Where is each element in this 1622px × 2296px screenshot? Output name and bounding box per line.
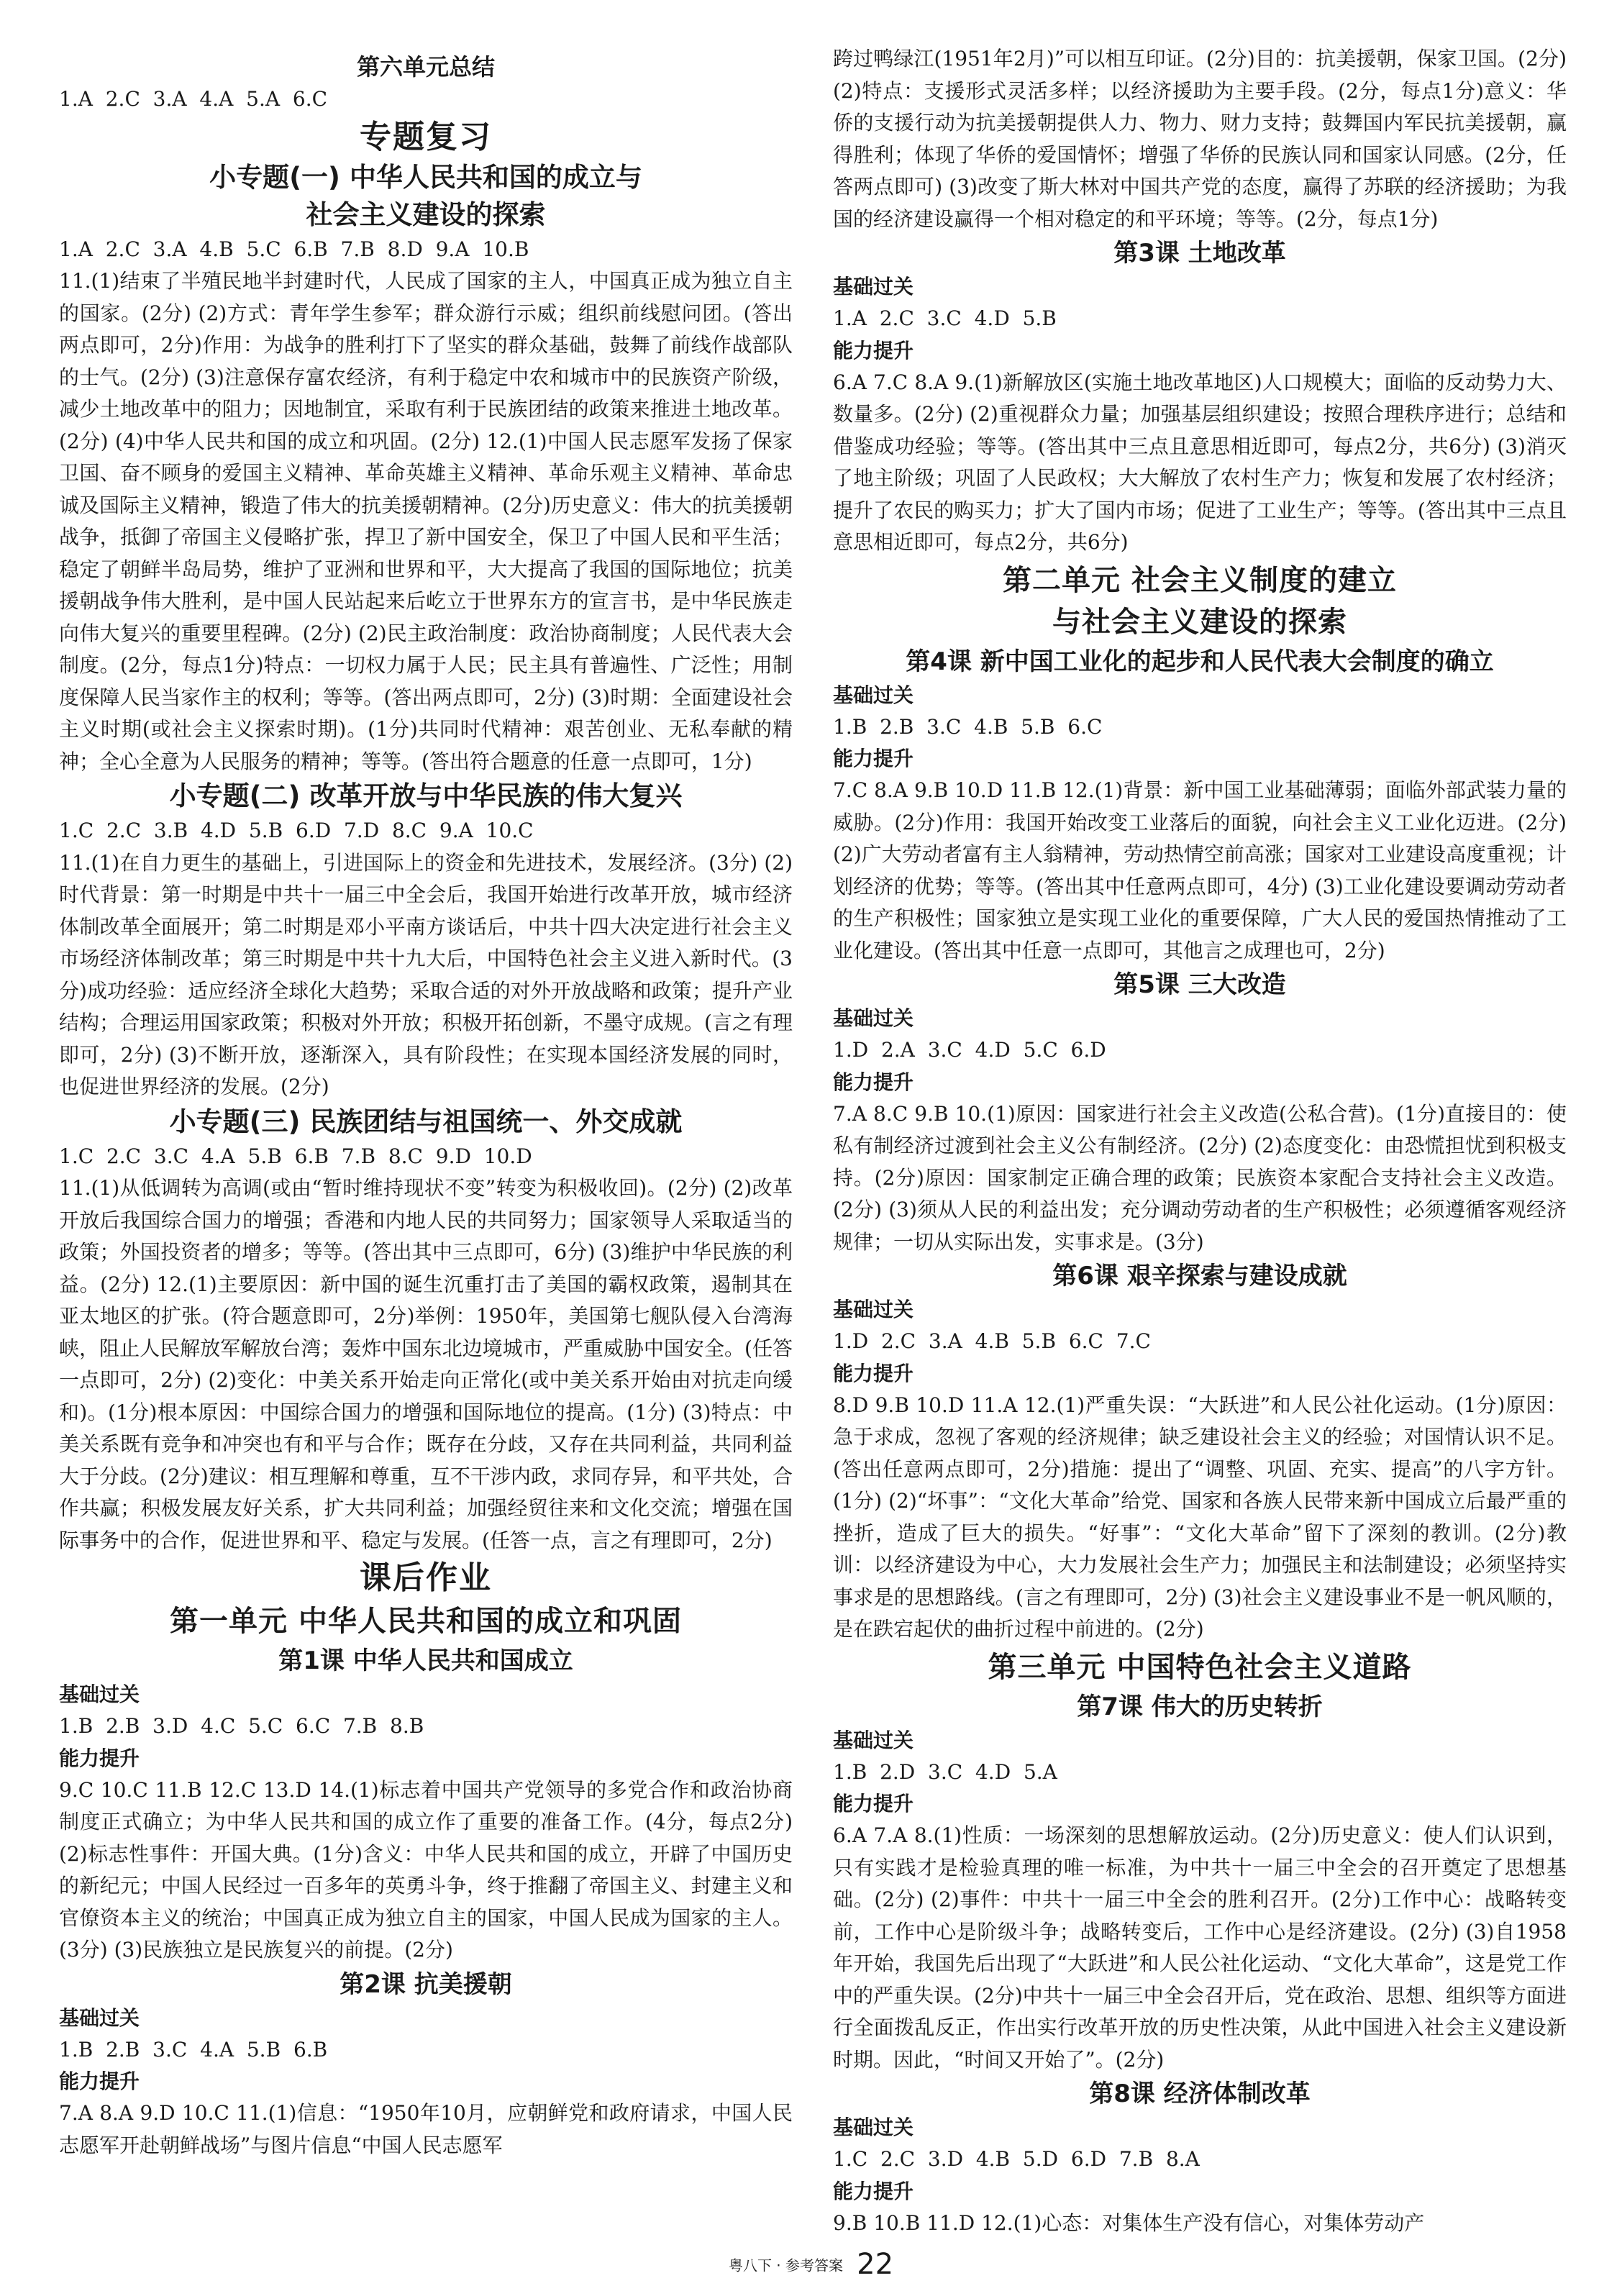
unit-heading: 第三单元 中国特色社会主义道路 bbox=[988, 1650, 1412, 1684]
topic-heading: 社会主义建设的探索 bbox=[306, 199, 546, 230]
answer-line: 1.D 2.C 3.A 4.B 5.B 6.C 7.C bbox=[833, 1329, 1151, 1353]
unit-heading: 第一单元 中华人民共和国的成立和巩固 bbox=[170, 1605, 682, 1638]
answer-paragraph: 6.A 7.A 8.(1)性质：一场深刻的思想解放运动。(2分)历史意义：使人们认识到，只有实践才是检验真理的唯一标准，为中共十一届三中全会的召开奠定了思想基础。(2分) (2)事件：中共十一届三中全会的胜利召开。(2分)工作中心：战略转变前，工作中心是阶级斗争；战略转变后，工作中心是经济建设。(2分) (3)自1958年开始，我国先后出现了“大跃进”和人民公社化运动、“文化大革命”，这是党工作中的严重失误。(2分)中共十一届三中全会召开后，党在政治、思想、组织等方面进行全面拨乱反正，作出实行改革开放的历史性决策，从此中国进入社会主义建设新时期。因此，“时间又开始了”。(2分) bbox=[833, 1823, 1567, 2072]
answer-paragraph: 6.A 7.C 8.A 9.(1)新解放区(实施土地改革地区)人口规模大；面临的反动势力大、数量多。(2分) (2)重视群众力量；加强基层组织建设；按照合理秩序进行；总结和借鉴成功经验；等等。(答出其中三点且意思相近即可，每点2分，共6分) (3)消灭了地主阶级；巩固了人民政权；大大解放了农村生产力；恢复和发展了农村经济；提升了农民的购买力；扩大了国内市场；促进了工业生产；等等。(答出其中三点且意思相近即可，每点2分，共6分) bbox=[833, 370, 1567, 554]
right-column bbox=[833, 43, 1567, 2239]
answer-line: 1.D 2.A 3.C 4.D 5.C 6.D bbox=[833, 1038, 1106, 1062]
subsection-label: 能力提升 bbox=[833, 2179, 914, 2203]
answer-line: 1.B 2.B 3.D 4.C 5.C 6.C 7.B 8.B bbox=[59, 1714, 424, 1738]
topic-heading: 小专题(三) 民族团结与祖国统一、外交成就 bbox=[169, 1106, 683, 1137]
answer-paragraph: 7.A 8.C 9.B 10.(1)原因：国家进行社会主义改造(公私合营)。(1分)直接目的：使私有制经济过渡到社会主义公有制经济。(2分) (2)态度变化：由恐慌担忧到积极支持。(2分)原因：国家制定正确合理的政策；民族资本家配合支持社会主义改造。(2分) (3)须从人民的利益出发；充分调动劳动者的生产积极性；必须遵循客观经济规律；一切从实际出发，实事求是。(3分) bbox=[833, 1101, 1567, 1254]
unit-summary-heading: 第六单元总结 bbox=[356, 53, 495, 81]
answer-line: 1.A 2.C 3.A 4.B 5.C 6.B 7.B 8.D 9.A 10.B bbox=[59, 237, 529, 261]
lesson-heading: 第8课 经济体制改革 bbox=[1089, 2079, 1311, 2108]
lesson-heading: 第6课 艰辛探索与建设成就 bbox=[1052, 1262, 1347, 1290]
subsection-label: 能力提升 bbox=[59, 2069, 140, 2093]
lesson-heading: 第1课 中华人民共和国成立 bbox=[278, 1646, 573, 1675]
unit-heading: 与社会主义建设的探索 bbox=[1052, 605, 1347, 639]
unit-heading: 第二单元 社会主义制度的建立 bbox=[1003, 563, 1397, 597]
answer-line: 1.B 2.D 3.C 4.D 5.A bbox=[833, 1759, 1057, 1784]
lesson-heading: 第5课 三大改造 bbox=[1113, 970, 1286, 999]
subsection-label: 基础过关 bbox=[833, 275, 914, 299]
answer-line: 1.C 2.C 3.B 4.D 5.B 6.D 7.D 8.C 9.A 10.C bbox=[59, 819, 534, 842]
answer-paragraph: 9.C 10.C 11.B 12.C 13.D 14.(1)标志着中国共产党领导的多党合作和政治协商制度正式确立；为中华人民共和国的成立作了重要的准备工作。(4分，每点2分) (2)标志性事件：开国大典。(1分)含义：中华人民共和国的成立，开辟了中国历史的新纪元；中国人民经过一百多年的英勇斗争，终于推翻了帝国主义、封建主义和官僚资本主义的统治；中国真正成为独立自主的国家，中国人民成为国家的主人。(3分) (3)民族独立是民族复兴的前提。(2分) bbox=[59, 1777, 793, 1962]
answer-paragraph: 9.B 10.B 11.D 12.(1)心态：对集体生产没有信心，对集体劳动产 bbox=[833, 2210, 1425, 2235]
lesson-heading: 第7课 伟大的历史转折 bbox=[1077, 1692, 1323, 1721]
subsection-label: 基础过关 bbox=[833, 1006, 914, 1030]
section-heading: 专题复习 bbox=[360, 118, 492, 155]
section-heading: 课后作业 bbox=[360, 1559, 492, 1596]
answer-line: 1.B 2.B 3.C 4.B 5.B 6.C bbox=[833, 714, 1103, 739]
lesson-heading: 第3课 土地改革 bbox=[1113, 239, 1286, 268]
topic-heading: 小专题(一) 中华人民共和国的成立与 bbox=[209, 161, 642, 193]
subsection-label: 基础过关 bbox=[833, 1728, 914, 1752]
lesson-heading: 第4课 新中国工业化的起步和人民代表大会制度的确立 bbox=[906, 647, 1494, 676]
answer-line: 1.C 2.C 3.D 4.B 5.D 6.D 7.B 8.A bbox=[833, 2147, 1200, 2171]
answer-paragraph: 11.(1)结束了半殖民地半封建时代，人民成了国家的主人，中国真正成为独立自主的国家。(2分) (2)方式：青年学生参军；群众游行示威；组织前线慰问团。(答出两点即可，2分)作用：为战争的胜利打下了坚实的群众基础，鼓舞了前线作战部队的士气。(2分) (3)注意保存富农经济，有利于稳定中农和城市中的民族资产阶级，减少土地改革中的阻力；因地制宜，采取有利于民族团结的政策来推进土地改革。(2分) (4)中华人民共和国的成立和巩固。(2分) 12.(1)中国人民志愿军发扬了保家卫国、奋不顾身的爱国主义精神、革命英雄主义精神、革命乐观主义精神、革命忠诚及国际主义精神，锻造了伟大的抗美援朝精神。(2分)历史意义：伟大的抗美援朝战争，抵御了帝国主义侵略扩张，捍卫了新中国安全，保卫了中国人民和平生活；稳定了朝鲜半岛局势，维护了亚洲和世界和平，大大提高了我国的国际地位；抗美援朝战争伟大胜利，是中国人民站起来后屹立于世界东方的宣言书，是中华民族走向伟大复兴的重要里程碑。(2分) (2)民主政治制度：政治协商制度；人民代表大会制度。(2分，每点1分)特点：一切权力属于人民；民主具有普遍性、广泛性；用制度保障人民当家作主的权利；等等。(答出两点即可，2分) (3)时期：全面建设社会主义时期(或社会主义探索时期)。(1分)共同时代精神：艰苦创业、无私奉献的精神；全心全意为人民服务的精神；等等。(答出符合题意的任意一点即可，1分) bbox=[59, 269, 793, 773]
answer-paragraph: 跨过鸭绿江(1951年2月)”可以相互印证。(2分)目的：抗美援朝，保家卫国。(2分) (2)特点：支援形式灵活多样；以经济援助为主要手段。(2分，每点1分)意义：华侨的支援行动为抗美援朝提供人力、物力、财力支持；鼓舞国内军民抗美援朝，赢得胜利；体现了华侨的爱国情怀；增强了华侨的民族认同和国家认同感。(2分，任答两点即可) (3)改变了斯大林对中国共产党的态度，赢得了苏联的经济援助；为我国的经济建设赢得一个相对稳定的和平环境；等等。(2分，每点1分) bbox=[833, 47, 1567, 231]
subsection-label: 基础过关 bbox=[59, 2005, 140, 2030]
subsection-label: 基础过关 bbox=[833, 683, 914, 707]
subsection-label: 能力提升 bbox=[59, 1746, 140, 1770]
subsection-label: 基础过关 bbox=[833, 1298, 914, 1321]
topic-heading: 小专题(二) 改革开放与中华民族的伟大复兴 bbox=[169, 780, 683, 811]
left-column bbox=[59, 50, 793, 2161]
answer-line: 1.C 2.C 3.C 4.A 5.B 6.B 7.B 8.C 9.D 10.D bbox=[59, 1144, 532, 1168]
answer-paragraph: 11.(1)在自力更生的基础上，引进国际上的资金和先进技术，发展经济。(3分) (2)时代背景：第一时期是中共十一届三中全会后，我国开始进行改革开放，城市经济体制改革全面展开；第二时期是邓小平南方谈话后，中共十四大决定进行社会主义市场经济体制改革；第三时期是中共十九大后，中国特色社会主义进入新时代。(3分)成功经验：适应经济全球化大趋势；采取合适的对外开放战略和政策；提升产业结构；合理运用国家政策；积极对外开放；积极开拓创新，不墨守成规。(言之有理即可，2分) (3)不断开放，逐渐深入，具有阶段性；在实现本国经济发展的同时，也促进世界经济的发展。(2分) bbox=[59, 850, 793, 1098]
page-footer bbox=[0, 2248, 1622, 2281]
subsection-label: 基础过关 bbox=[833, 2115, 914, 2139]
answer-line: 1.B 2.B 3.C 4.A 5.B 6.B bbox=[59, 2037, 328, 2062]
lesson-heading: 第2课 抗美援朝 bbox=[340, 1969, 512, 1999]
answer-paragraph: 7.C 8.A 9.B 10.D 11.B 12.(1)背景：新中国工业基础薄弱；面临外部武装力量的威胁。(2分)作用：我国开始改变工业落后的面貌，向社会主义工业化迈进。(2分) (2)广大劳动者富有主人翁精神，劳动热情空前高涨；国家对工业建设高度重视；计划经济的优势；等等。(答出其中任意两点即可，4分) (3)工业化建设要调动劳动者的生产积极性；国家独立是实现工业化的重要保障，广大人民的爱国热情推动了工业化建设。(答出其中任意一点即可，其他言之成理也可，2分) bbox=[833, 778, 1567, 962]
answer-paragraph: 11.(1)从低调转为高调(或由“暂时维持现状不变”转变为积极收回)。(2分) (2)改革开放后我国综合国力的增强；香港和内地人民的共同努力；国家领导人采取适当的政策；外国投资者的增多；等等。(答出其中三点即可，6分) (3)维护中华民族的利益。(2分) 12.(1)主要原因：新中国的诞生沉重打击了美国的霸权政策，遏制其在亚太地区的扩张。(符合题意即可，2分)举例：1950年，美国第七舰队侵入台湾海峡，阻止人民解放军解放台湾；轰炸中国东北边境城市，严重威胁中国安全。(任答一点即可，2分) (2)变化：中美关系开始走向正常化(或中美关系开始由对抗走向缓和)。(1分)根本原因：中国综合国力的增强和国际地位的提高。(1分) (3)特点：中美关系既有竞争和冲突也有和平与合作；既存在分歧，又存在共同利益，共同利益大于分歧。(2分)建议：相互理解和尊重，互不干涉内政，求同存异，和平共处，合作共赢；积极发展友好关系，扩大共同利益；加强经贸往来和文化交流；增强在国际事务中的合作，促进世界和平、稳定与发展。(任答一点，言之有理即可，2分) bbox=[59, 1176, 793, 1552]
answer-paragraph: 8.D 9.B 10.D 11.A 12.(1)严重失误：“大跃进”和人民公社化运动。(1分)原因：急于求成，忽视了客观的经济规律；缺乏建设社会主义的经验；对国情认识不足。(答出任意两点即可，2分)措施：提出了“调整、巩固、充实、提高”的八字方针。(1分) (2)“坏事”：“文化大革命”给党、国家和各族人民带来新中国成立后最严重的挫折，造成了巨大的损失。“好事”：“文化大革命”留下了深刻的教训。(2分)教训：以经济建设为中心，大力发展社会生产力；加强民主和法制建设；必须坚持实事求是的思想路线。(言之有理即可，2分) (3)社会主义建设事业不是一帆风顺的，是在跌宕起伏的曲折过程中前进的。(2分) bbox=[833, 1393, 1567, 1641]
answer-line: 1.A 2.C 3.A 4.A 5.A 6.C bbox=[59, 87, 328, 111]
subsection-label: 能力提升 bbox=[833, 338, 914, 363]
subsection-label: 能力提升 bbox=[833, 1070, 914, 1094]
subsection-label: 基础过关 bbox=[59, 1682, 140, 1706]
footer-label: 粤八下 · 参考答案 bbox=[728, 2256, 844, 2274]
answer-paragraph: 7.A 8.A 9.D 10.C 11.(1)信息：“1950年10月，应朝鲜党和政府请求，中国人民志愿军开赴朝鲜战场”与图片信息“中国人民志愿军 bbox=[59, 2101, 793, 2157]
subsection-label: 能力提升 bbox=[833, 1792, 914, 1816]
answer-line: 1.A 2.C 3.C 4.D 5.B bbox=[833, 306, 1057, 330]
page-number: 22 bbox=[857, 2248, 894, 2281]
subsection-label: 能力提升 bbox=[833, 1361, 914, 1385]
subsection-label: 能力提升 bbox=[833, 747, 914, 770]
